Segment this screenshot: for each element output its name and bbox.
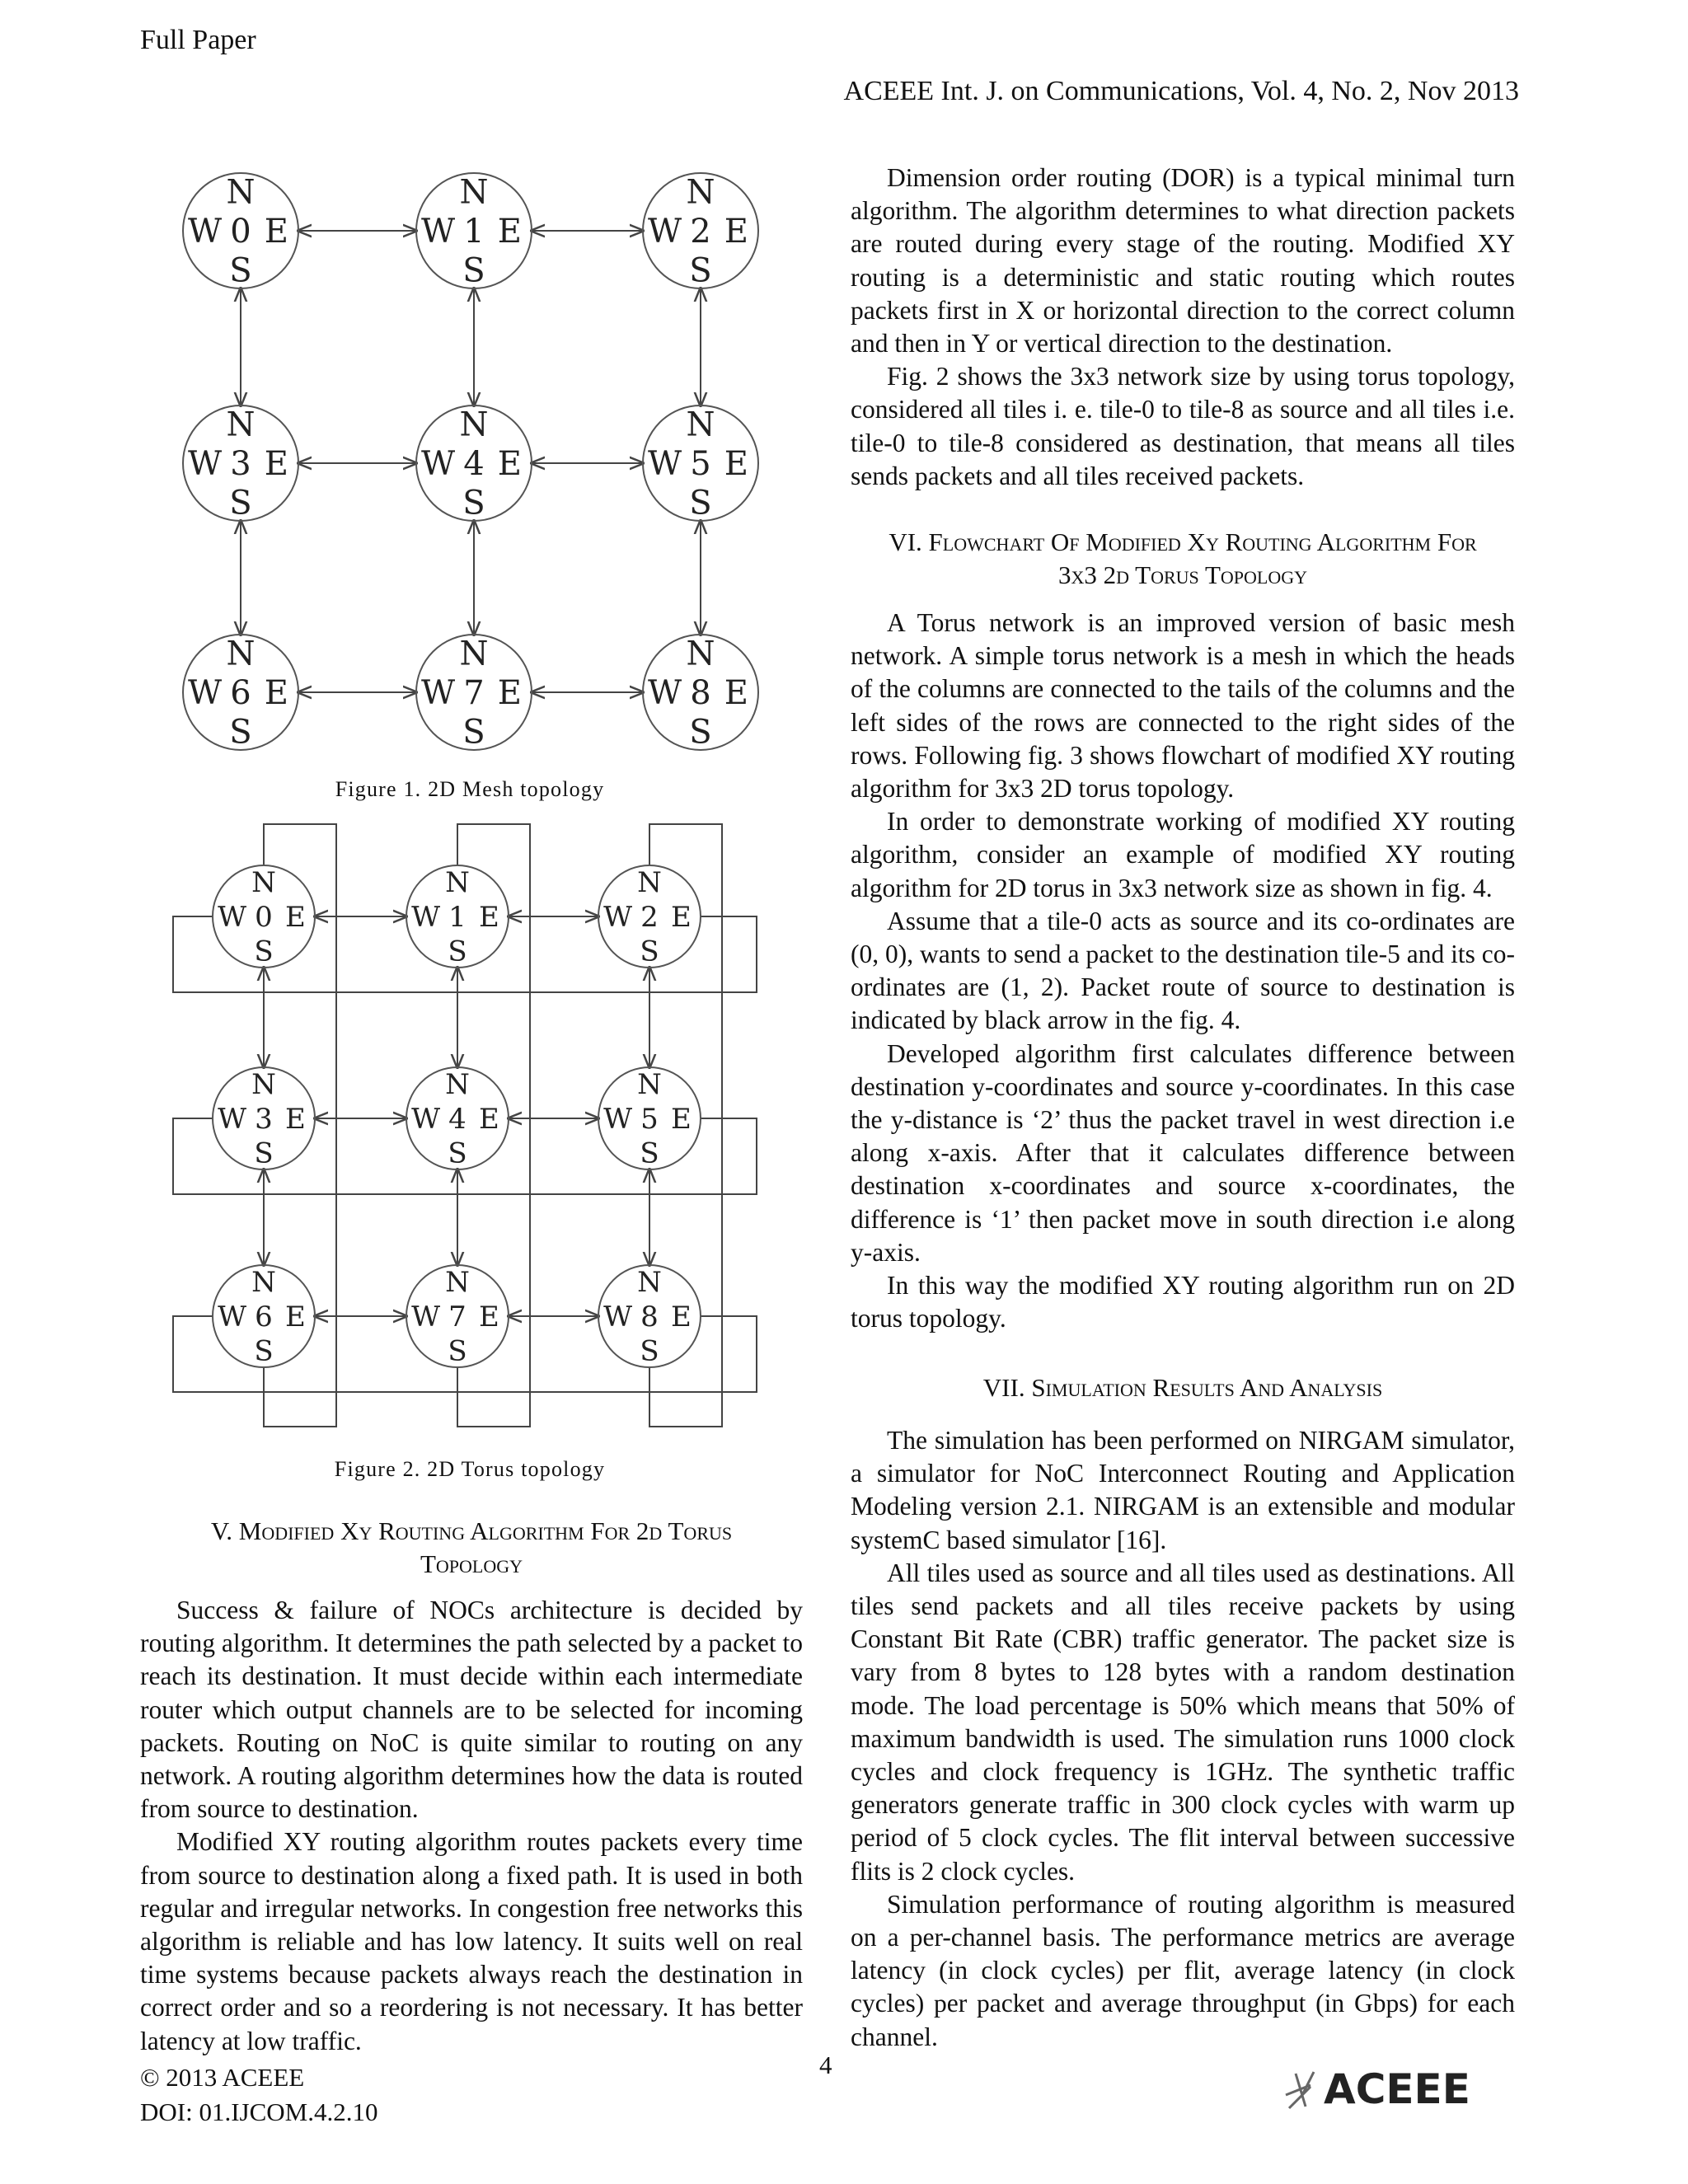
north-label: N	[637, 866, 662, 900]
north-label: N	[251, 1068, 276, 1102]
west-label: W	[648, 213, 682, 251]
north-label: N	[445, 866, 470, 900]
section7-paragraph: Simulation performance of routing algorithm is measured on a per-channel basis. The performance metrics are average latency (in clock cycles) per flit, average latency (in clock cycles) per packet and average throughput (in Gbps) for each channel.	[851, 1889, 1515, 2051]
node-id-label: 7	[448, 1300, 467, 1333]
south-label: S	[448, 935, 467, 968]
section6-paragraph: A Torus network is an improved version of basic mesh network. A simple torus network is a mesh in which the heads of the columns are connected to the tails of the columns and the left sides of the rows are connected to the right sides of the rows. Following fig. 3 shows flowchart of modified XY routing algorithm for 3x3 2D torus topology.	[851, 608, 1515, 804]
south-label: S	[462, 484, 485, 523]
south-label: S	[254, 1137, 274, 1170]
footer-left	[140, 2060, 377, 2130]
section5-heading-line2: Topology	[420, 1549, 523, 1578]
node-id-label: 8	[640, 1300, 659, 1333]
west-label: W	[188, 213, 223, 251]
south-label: S	[640, 1334, 659, 1368]
node-id-label: 1	[463, 213, 485, 251]
west-label: W	[421, 445, 456, 483]
west-label: W	[421, 213, 456, 251]
north-label: N	[637, 1266, 662, 1300]
south-label: S	[229, 484, 252, 523]
node-id-label: 2	[690, 213, 711, 251]
east-label: E	[724, 674, 749, 712]
west-label: W	[603, 1102, 633, 1136]
figure2-node-5	[598, 1067, 701, 1170]
south-label: S	[254, 1334, 274, 1368]
node-id-label: 3	[230, 445, 251, 483]
figure2-caption: Figure 2. 2D Torus topology	[334, 1457, 606, 1481]
node-id-label: 0	[255, 900, 273, 934]
west-label: W	[603, 1300, 633, 1333]
logo-text: ACEEE	[1324, 2065, 1470, 2113]
east-label: E	[479, 900, 499, 934]
east-label: E	[671, 900, 692, 934]
section7-paragraph: All tiles used as source and all tiles used as destinations. All tiles send packets and all tiles receive packets by using Constant Bit Rate (CBR) traffic generator. The packet size is vary from 8 bytes to 128 bytes with a random destination mode. The load percentage is 50% which means that 50% of maximum bandwidth is used. The simulation runs 1000 clock cycles and clock frequency is 1GHz. The synthetic traffic generators generate traffic in 300 clock cycles with warm up period of 5 clock cycles. The flit interval between successive flits is 2 clock cycles.	[851, 1558, 1515, 1886]
section5-paragraph: Modified XY routing algorithm routes packets every time from source to destination along a fixed path. It is used in both regular and irregular networks. In congestion free networks this algorithm is reliable and has low latency. It suits well on real time systems because packets always reach the destination in correct order and so a reordering is not necessary. It has better latency at low traffic.	[140, 1827, 803, 2055]
figure2-node-0	[213, 865, 315, 968]
section6-heading-line2: 3x3 2d Torus Topology	[1057, 560, 1308, 589]
north-label: N	[686, 635, 715, 673]
node-id-label: 8	[690, 674, 711, 712]
north-label: N	[637, 1068, 662, 1102]
north-label: N	[445, 1266, 470, 1300]
east-label: E	[285, 1300, 306, 1333]
north-label: N	[459, 405, 489, 444]
figure2-node-4	[406, 1067, 509, 1170]
north-label: N	[686, 405, 715, 444]
north-label: N	[459, 635, 489, 673]
node-id-label: 5	[690, 445, 711, 483]
mesh-topology-diagram	[140, 161, 799, 771]
east-label: E	[724, 445, 749, 483]
node-id-label: 7	[463, 674, 485, 712]
west-label: W	[218, 1102, 247, 1136]
south-label: S	[229, 713, 252, 752]
west-label: W	[603, 900, 633, 934]
figure1-node-5	[643, 405, 758, 523]
figure1-node-1	[416, 173, 532, 290]
south-label: S	[448, 1334, 467, 1368]
running-header-left: Full Paper	[140, 25, 256, 55]
figure1-node-0	[183, 173, 298, 290]
south-label: S	[689, 251, 712, 290]
node-id-label: 1	[448, 900, 467, 934]
figure1-node-4	[416, 405, 532, 523]
figure2-node-2	[598, 865, 701, 968]
east-label: E	[479, 1102, 499, 1136]
south-label: S	[640, 935, 659, 968]
figure2-node-6	[213, 1265, 315, 1368]
east-label: E	[724, 213, 749, 251]
figure1-node-3	[183, 405, 298, 523]
east-label: E	[264, 445, 289, 483]
section7-body	[851, 1424, 1515, 2054]
north-label: N	[226, 405, 256, 444]
west-label: W	[188, 445, 223, 483]
section6-body	[851, 607, 1515, 1335]
north-label: N	[251, 1266, 276, 1300]
south-label: S	[462, 251, 485, 290]
north-label: N	[459, 173, 489, 212]
north-label: N	[445, 1068, 470, 1102]
figure1-caption: Figure 1. 2D Mesh topology	[335, 777, 605, 801]
south-label: S	[689, 713, 712, 752]
east-label: E	[285, 1102, 306, 1136]
west-label: W	[421, 674, 456, 712]
east-label: E	[671, 1102, 692, 1136]
east-label: E	[479, 1300, 499, 1333]
node-id-label: 4	[448, 1102, 467, 1136]
torus-topology-diagram	[140, 812, 767, 1455]
east-label: E	[671, 1300, 692, 1333]
south-label: S	[448, 1137, 467, 1170]
north-label: N	[226, 173, 256, 212]
copyright: © 2013 ACEEE	[140, 2063, 305, 2092]
south-label: S	[640, 1137, 659, 1170]
west-label: W	[411, 900, 441, 934]
figure2-node-8	[598, 1265, 701, 1368]
east-label: E	[497, 674, 523, 712]
node-id-label: 2	[640, 900, 659, 934]
section6-paragraph: Assume that a tile-0 acts as source and its co-ordinates are (0, 0), wants to send a packet to the destination tile-5 and its co-ordinates are (1, 2). Packet route of source to destination is indicated by black arrow in the fig. 4.	[851, 906, 1515, 1035]
aceee-logo	[1278, 2062, 1517, 2115]
node-id-label: 0	[230, 213, 251, 251]
east-label: E	[497, 213, 523, 251]
south-label: S	[462, 713, 485, 752]
section6-heading-line1: VI. Flowchart Of Modified Xy Routing Algorithm For	[889, 527, 1477, 556]
figure2-node-3	[213, 1067, 315, 1170]
section5-heading	[140, 1515, 803, 1581]
figure2-node-1	[406, 865, 509, 968]
running-header-right: ACEEE Int. J. on Communications, Vol. 4, No. 2, Nov 2013	[843, 76, 1519, 106]
west-label: W	[411, 1300, 441, 1333]
node-id-label: 4	[463, 445, 485, 483]
section6-paragraph: In order to demonstrate working of modified XY routing algorithm, consider an example of modified XY routing algorithm for 2D torus in 3x3 network size as shown in fig. 4.	[851, 807, 1515, 902]
node-id-label: 6	[255, 1300, 273, 1333]
intro-paragraph: Fig. 2 shows the 3x3 network size by using torus topology, considered all tiles i. e. tile-0 to tile-8 as source and all tiles i.e. tile-0 to tile-8 considered as destination, that means all tiles sends packets and all tiles received packets.	[851, 362, 1515, 490]
star-logo-icon	[1286, 2072, 1314, 2108]
west-label: W	[648, 674, 682, 712]
section5-paragraph: Success & failure of NOCs architecture is decided by routing algorithm. It determines the path selected by a packet to reach its destination. It must decide within each intermediate router which output channels are to be selected for incoming packets. Routing on NoC is quite similar to routing on any network. A routing algorithm determines how the data is routed from source to destination.	[140, 1596, 803, 1824]
west-label: W	[188, 674, 223, 712]
right-intro-body	[851, 162, 1515, 493]
section5-heading-line1: V. Modified Xy Routing Algorithm For 2d Torus	[210, 1516, 733, 1545]
east-label: E	[497, 445, 523, 483]
west-label: W	[648, 445, 682, 483]
node-id-label: 5	[640, 1102, 659, 1136]
node-id-label: 6	[230, 674, 251, 712]
intro-paragraph: Dimension order routing (DOR) is a typical minimal turn algorithm. The algorithm determines to what direction packets are routed during every stage of the routing. Modified XY routing is a deterministic and static routing which routes packets first in X or horizontal direction to the correct column and then in Y or vertical direction to the destination.	[851, 163, 1515, 359]
node-id-label: 3	[255, 1102, 273, 1136]
east-label: E	[285, 900, 306, 934]
east-label: E	[264, 674, 289, 712]
section7-heading: VII. Simulation Results And Analysis	[982, 1373, 1383, 1402]
page-number: 4	[819, 2050, 832, 2079]
doi: DOI: 01.IJCOM.4.2.10	[140, 2097, 378, 2126]
north-label: N	[251, 866, 276, 900]
west-label: W	[411, 1102, 441, 1136]
section7-paragraph: The simulation has been performed on NIRGAM simulator, a simulator for NoC Interconnect Routing and Application Modeling version 2.1. NIRGAM is an extensible and modular systemC based simulator [16].	[851, 1426, 1515, 1554]
west-label: W	[218, 900, 247, 934]
section6-paragraph: In this way the modified XY routing algorithm run on 2D torus topology.	[851, 1271, 1515, 1333]
east-label: E	[264, 213, 289, 251]
figure1-node-2	[643, 173, 758, 290]
section6-heading	[851, 526, 1515, 592]
figure1-node-8	[643, 635, 758, 752]
figure1-node-6	[183, 635, 298, 752]
west-label: W	[218, 1300, 247, 1333]
section6-paragraph: Developed algorithm first calculates difference between destination y-coordinates and source y-coordinates. In this case the y-distance is ‘2’ thus the packet travel in west direction i.e along x-axis. After that it calculates difference between destination x-coordinates and source x-coordinates, the difference is ‘1’ then packet move in south direction i.e along y-axis.	[851, 1038, 1515, 1267]
south-label: S	[229, 251, 252, 290]
figure1-node-7	[416, 635, 532, 752]
section5-body	[140, 1594, 803, 2058]
figure2-node-7	[406, 1265, 509, 1368]
south-label: S	[254, 935, 274, 968]
north-label: N	[226, 635, 256, 673]
south-label: S	[689, 484, 712, 523]
north-label: N	[686, 173, 715, 212]
